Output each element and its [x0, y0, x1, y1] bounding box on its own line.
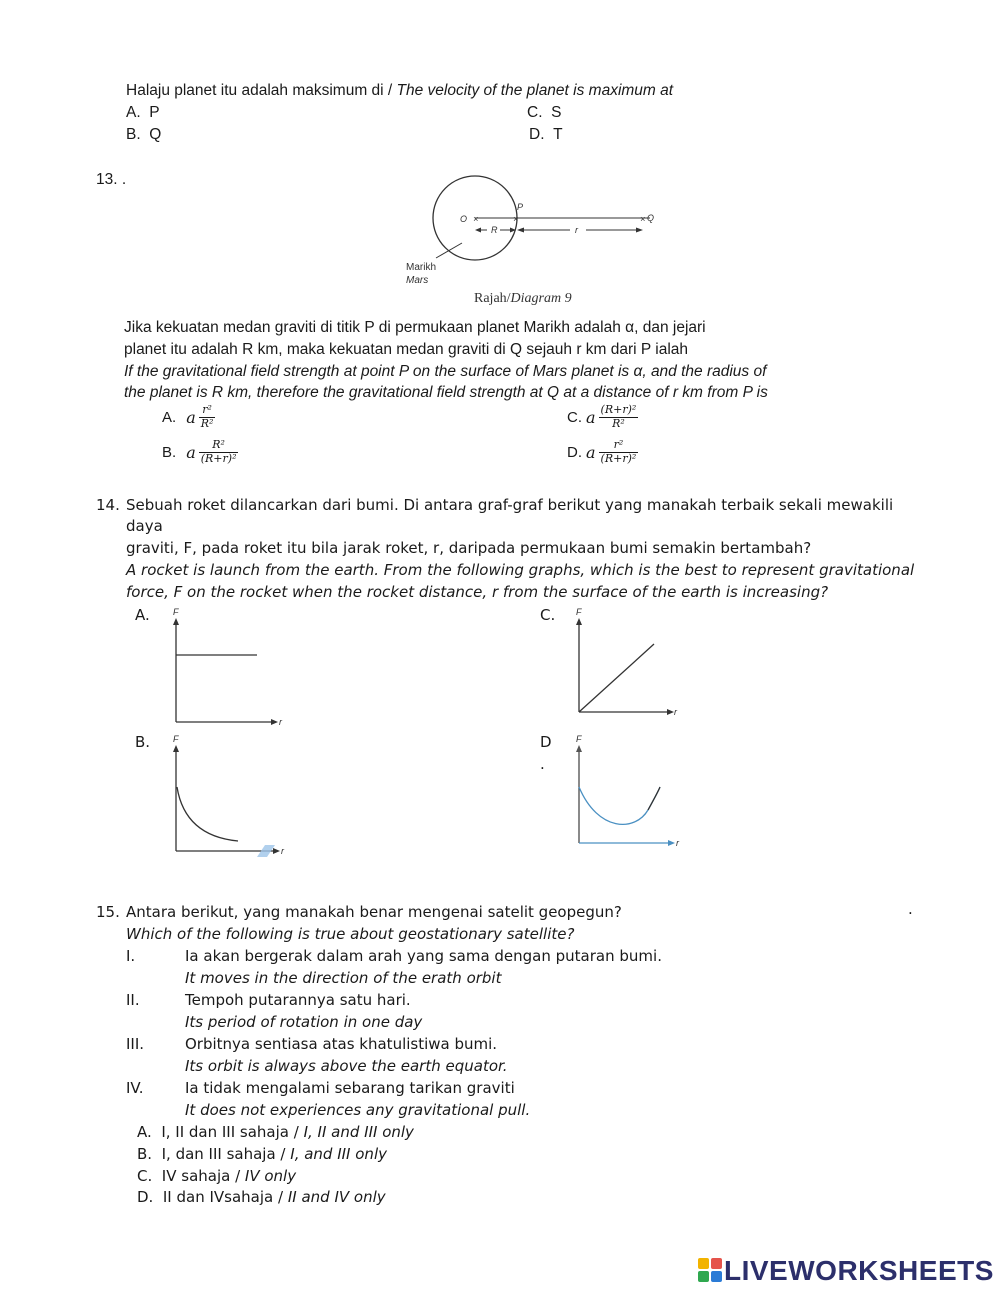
point-o-marker: × [473, 214, 479, 224]
graph-b-x-label: r [281, 846, 284, 856]
graph-a[interactable] [165, 605, 295, 730]
point-p-label: P [517, 202, 524, 212]
mars-label-ms: Marikh [406, 262, 437, 273]
q15-statement-4-en: It does not experiences any gravitational pull. [185, 1101, 531, 1119]
graph-b[interactable] [165, 732, 295, 857]
q14-option-d-dot: . [540, 755, 545, 773]
point-p-marker: × [513, 214, 519, 224]
q12-option-c[interactable]: C. S [527, 104, 562, 121]
q13-line-3: If the gravitational field strength at point P on the surface of Mars planet is α, and the radius of [124, 363, 767, 380]
q15-statement-2-en: Its period of rotation in one day [185, 1013, 423, 1031]
q14-number: 14. [96, 496, 120, 514]
q15-option-a[interactable]: A. I, II dan III sahaja / I, II and III only [137, 1123, 414, 1141]
diagram-caption: Rajah/Diagram 9 [474, 291, 572, 306]
q15-roman-3: III. [126, 1035, 145, 1053]
graph-d-curve-blue [579, 787, 660, 824]
q13-option-c[interactable]: C. a $\frac{\text{(R+r)²}}{\text{R²}}$ [567, 403, 637, 430]
q14-line-3: graviti, F, pada roket itu bila jarak roket, r, daripada permukaan bumi semakin bertambah? [126, 539, 812, 557]
graph-d-y-label: F [576, 734, 582, 744]
q13-line-1: Jika kekuatan medan graviti di titik P di permukaan planet Marikh adalah α, dan jejari [124, 319, 706, 336]
q13-option-a[interactable]: A. a $\frac{\text{r²}}{\text{R²}}$ [162, 403, 214, 430]
q13-option-d[interactable]: D. a $\frac{\text{r²}}{\text{(R+r)²}}$ [567, 438, 637, 465]
q15-statement-4-ms: Ia tidak mengalami sebarang tarikan graviti [185, 1079, 515, 1097]
point-o-label: O [460, 214, 468, 224]
stray-dot: . [908, 900, 913, 918]
q12-option-d[interactable]: D. T [529, 126, 563, 143]
q15-statement-3-en: Its orbit is always above the earth equator. [185, 1057, 508, 1075]
q15-roman-1: I. [126, 947, 136, 965]
mars-diagram [400, 170, 670, 310]
q14-line-2: daya [126, 517, 163, 535]
mars-label-en: Mars [406, 275, 429, 286]
q15-statement-2-ms: Tempoh putarannya satu hari. [185, 991, 411, 1009]
graph-a-x-label: r [279, 717, 282, 727]
graph-c-curve [579, 644, 654, 712]
liveworksheets-logo[interactable] [698, 1255, 994, 1287]
q14-option-c-label[interactable]: C. [540, 606, 556, 624]
q14-line-1: Sebuah roket dilancarkan dari bumi. Di antara graf-graf berikut yang manakah terbaik sekali mewakili [126, 496, 894, 514]
q15-roman-2: II. [126, 991, 140, 1009]
q13-number: 13. . [96, 171, 127, 188]
q15-roman-4: IV. [126, 1079, 144, 1097]
q13-line-4: the planet is R km, therefore the gravitational field strength at Q at a distance of r km from P is [124, 384, 768, 401]
graph-d[interactable] [570, 732, 700, 852]
q14-option-b-label[interactable]: B. [135, 733, 151, 751]
q15-stem-en: Which of the following is true about geostationary satellite? [126, 925, 575, 943]
distance-label: r [575, 225, 578, 235]
point-q-marker: × [640, 214, 646, 224]
graph-c-y-label: F [576, 607, 582, 617]
q15-statement-1-ms: Ia akan bergerak dalam arah yang sama dengan putaran bumi. [185, 947, 662, 965]
q15-option-b[interactable]: B. I, dan III sahaja / I, and III only [137, 1145, 387, 1163]
graph-c-x-label: r [674, 707, 677, 717]
q12-stem: Halaju planet itu adalah maksimum di / The velocity of the planet is maximum at [126, 82, 674, 99]
q14-option-a-label[interactable]: A. [135, 606, 150, 624]
graph-d-x-label: r [676, 838, 679, 848]
q15-statement-3-ms: Orbitnya sentiasa atas khatulistiwa bumi. [185, 1035, 498, 1053]
graph-d-curve-tail [648, 787, 660, 810]
logo-text: LIVEWORKSHEETS [724, 1255, 994, 1286]
point-q-label: Q [647, 213, 655, 223]
graph-a-y-label: F [173, 607, 179, 617]
graph-b-y-label: F [173, 734, 179, 744]
graph-b-curve [177, 787, 238, 841]
q12-option-a[interactable]: A. P [126, 104, 160, 121]
q14-line-4: A rocket is launch from the earth. From the following graphs, which is the best to represent gravitational [126, 561, 915, 579]
q14-option-d-label[interactable]: D [540, 733, 552, 751]
q15-statement-1-en: It moves in the direction of the erath orbit [185, 969, 502, 987]
q14-line-5: force, F on the rocket when the rocket distance, r from the surface of the earth is increasing? [126, 583, 829, 601]
q15-option-d[interactable]: D. II dan IVsahaja / II and IV only [137, 1188, 386, 1206]
q15-number: 15. [96, 903, 120, 921]
q15-stem-ms: Antara berikut, yang manakah benar mengenai satelit geopegun? [126, 903, 622, 921]
graph-c[interactable] [570, 605, 700, 725]
q13-option-b[interactable]: B. a $\frac{\text{R²}}{\text{(R+r)²}}$ [162, 438, 237, 465]
q13-line-2: planet itu adalah R km, maka kekuatan medan graviti di Q sejauh r km dari P ialah [124, 341, 689, 358]
logo-icon [698, 1258, 724, 1284]
radius-label: R [491, 225, 498, 235]
q15-option-c[interactable]: C. IV sahaja / IV only [137, 1167, 297, 1185]
q12-option-b[interactable]: B. Q [126, 126, 162, 143]
